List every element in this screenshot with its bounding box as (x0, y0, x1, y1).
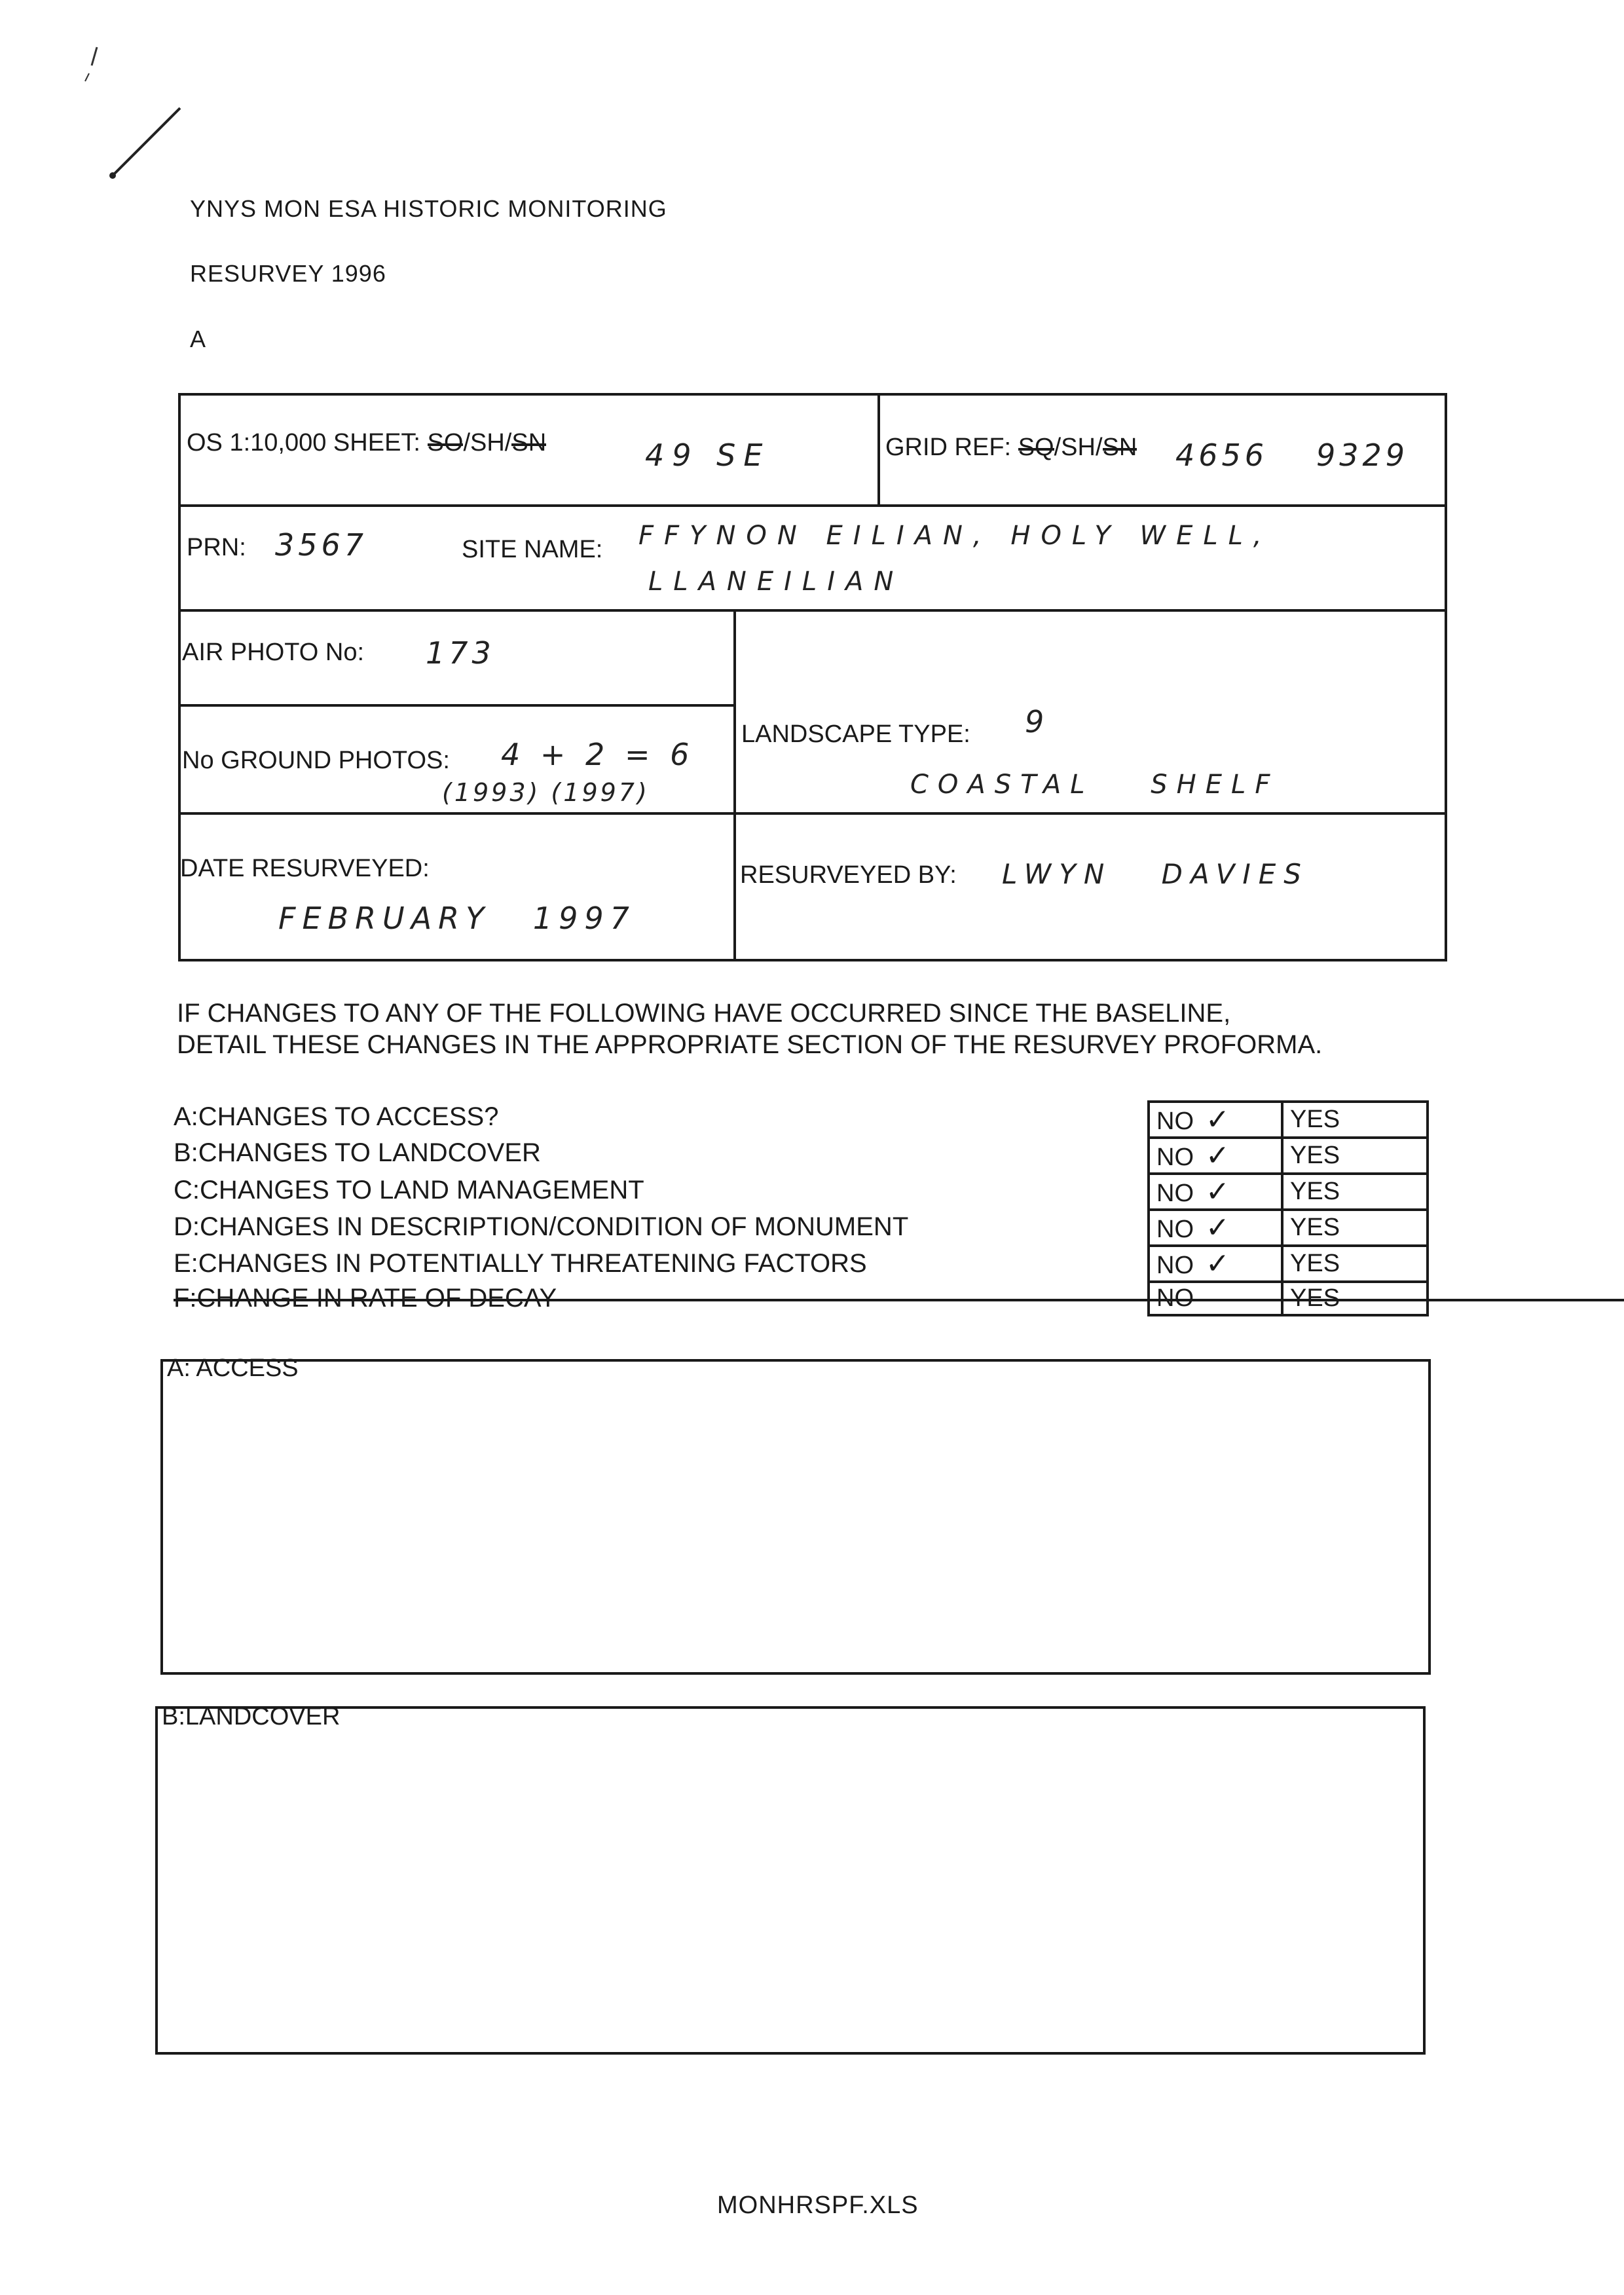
resurveyed-by-label: RESURVEYED BY: (740, 861, 957, 889)
yes-checkbox[interactable]: YES (1282, 1210, 1428, 1246)
question-c: C:CHANGES TO LAND MANAGEMENT (174, 1176, 644, 1204)
question-f: F:CHANGE IN RATE OF DECAY (174, 1284, 1624, 1313)
answer-row (1149, 1210, 1428, 1246)
yes-checkbox[interactable]: YES (1282, 1102, 1428, 1138)
check-icon: ✓ (1206, 1103, 1230, 1136)
no-checkbox[interactable]: NO ✓ (1149, 1138, 1282, 1174)
prn-value: 3567 (275, 527, 368, 563)
question-e: E:CHANGES IN POTENTIALLY THREATENING FACTORS (174, 1249, 867, 1278)
instructions-line1: IF CHANGES TO ANY OF THE FOLLOWING HAVE OCCURRED SINCE THE BASELINE, (177, 999, 1231, 1028)
answer-row (1149, 1174, 1428, 1210)
access-section-box[interactable] (160, 1359, 1431, 1675)
form-divider (877, 393, 880, 504)
landscape-type-label: LANDSCAPE TYPE: (741, 720, 970, 748)
check-icon: ✓ (1206, 1175, 1230, 1208)
access-section-label: A: ACCESS (167, 1354, 299, 1382)
answer-row (1149, 1102, 1428, 1138)
check-icon: ✓ (1206, 1247, 1230, 1280)
answers-table (1147, 1100, 1429, 1316)
date-resurveyed-label: DATE RESURVEYED: (180, 855, 430, 882)
prn-label: PRN: (187, 534, 246, 561)
os-prefix-so: SO (427, 429, 464, 457)
site-name-line2: LLANEILIAN (648, 567, 904, 597)
no-checkbox[interactable]: NO ✓ (1149, 1210, 1282, 1246)
no-checkbox[interactable]: NO ✓ (1149, 1246, 1282, 1282)
grid-prefix-so: SQ (1018, 434, 1054, 461)
no-checkbox[interactable]: NO ✓ (1149, 1102, 1282, 1138)
form-divider (178, 504, 1447, 507)
site-name-label: SITE NAME: (462, 536, 603, 563)
yes-checkbox[interactable]: YES (1282, 1282, 1428, 1315)
page-title: YNYS MON ESA HISTORIC MONITORING (190, 195, 667, 222)
grid-prefix-sn: SN (1102, 434, 1137, 461)
answer-row (1149, 1138, 1428, 1174)
date-resurveyed-value: FEBRUARY 1997 (278, 901, 636, 936)
landcover-section-label: B:LANDCOVER (162, 1703, 341, 1730)
footer-filename: MONHRSPF.XLS (717, 2192, 919, 2219)
section-letter: A (190, 326, 207, 352)
form-divider (178, 812, 1447, 815)
resurvey-year: RESURVEY 1996 (190, 260, 386, 287)
ground-photos-value: 4 + 2 = 6 (501, 737, 695, 772)
grid-ref-east: 4656 (1175, 438, 1268, 473)
os-prefix-sn: SN (511, 429, 547, 457)
answer-row (1149, 1246, 1428, 1282)
form-divider (178, 609, 1447, 612)
os-sheet-value: 49 SE (645, 438, 771, 473)
os-sheet-label: OS 1:10,000 SHEET: SO/SH/SN (187, 429, 547, 457)
air-photo-label: AIR PHOTO No: (182, 639, 365, 666)
grid-ref-north: 9329 (1316, 438, 1409, 473)
landscape-type-desc: COASTAL SHELF (910, 770, 1280, 800)
check-icon: ✓ (1206, 1139, 1230, 1172)
ground-photos-years: (1993) (1997) (442, 778, 650, 807)
resurveyed-by-value: LWYN DAVIES (1002, 858, 1309, 890)
form-divider (178, 704, 735, 707)
pen-mark-top (65, 39, 223, 196)
question-a: A:CHANGES TO ACCESS? (174, 1102, 499, 1131)
grid-ref-label: GRID REF: SQ/SH/SN (885, 434, 1137, 461)
yes-checkbox[interactable]: YES (1282, 1138, 1428, 1174)
question-d: D:CHANGES IN DESCRIPTION/CONDITION OF MONUMENT (174, 1212, 909, 1241)
question-b: B:CHANGES TO LANDCOVER (174, 1138, 541, 1167)
no-checkbox[interactable]: NO (1149, 1282, 1282, 1315)
yes-checkbox[interactable]: YES (1282, 1246, 1428, 1282)
air-photo-value: 173 (426, 635, 495, 671)
ground-photos-label: No GROUND PHOTOS: (182, 747, 450, 774)
yes-checkbox[interactable]: YES (1282, 1174, 1428, 1210)
landscape-type-value: 9 (1025, 704, 1052, 739)
instructions-line2: DETAIL THESE CHANGES IN THE APPROPRIATE SECTION OF THE RESURVEY PROFORMA. (177, 1030, 1323, 1059)
check-icon: ✓ (1206, 1211, 1230, 1244)
landcover-section-box[interactable] (155, 1706, 1426, 2055)
answer-row-struck (1149, 1282, 1428, 1315)
no-checkbox[interactable]: NO ✓ (1149, 1174, 1282, 1210)
site-name-line1: FFYNON EILIAN, HOLY WELL, (638, 521, 1272, 551)
form-divider (733, 609, 736, 961)
